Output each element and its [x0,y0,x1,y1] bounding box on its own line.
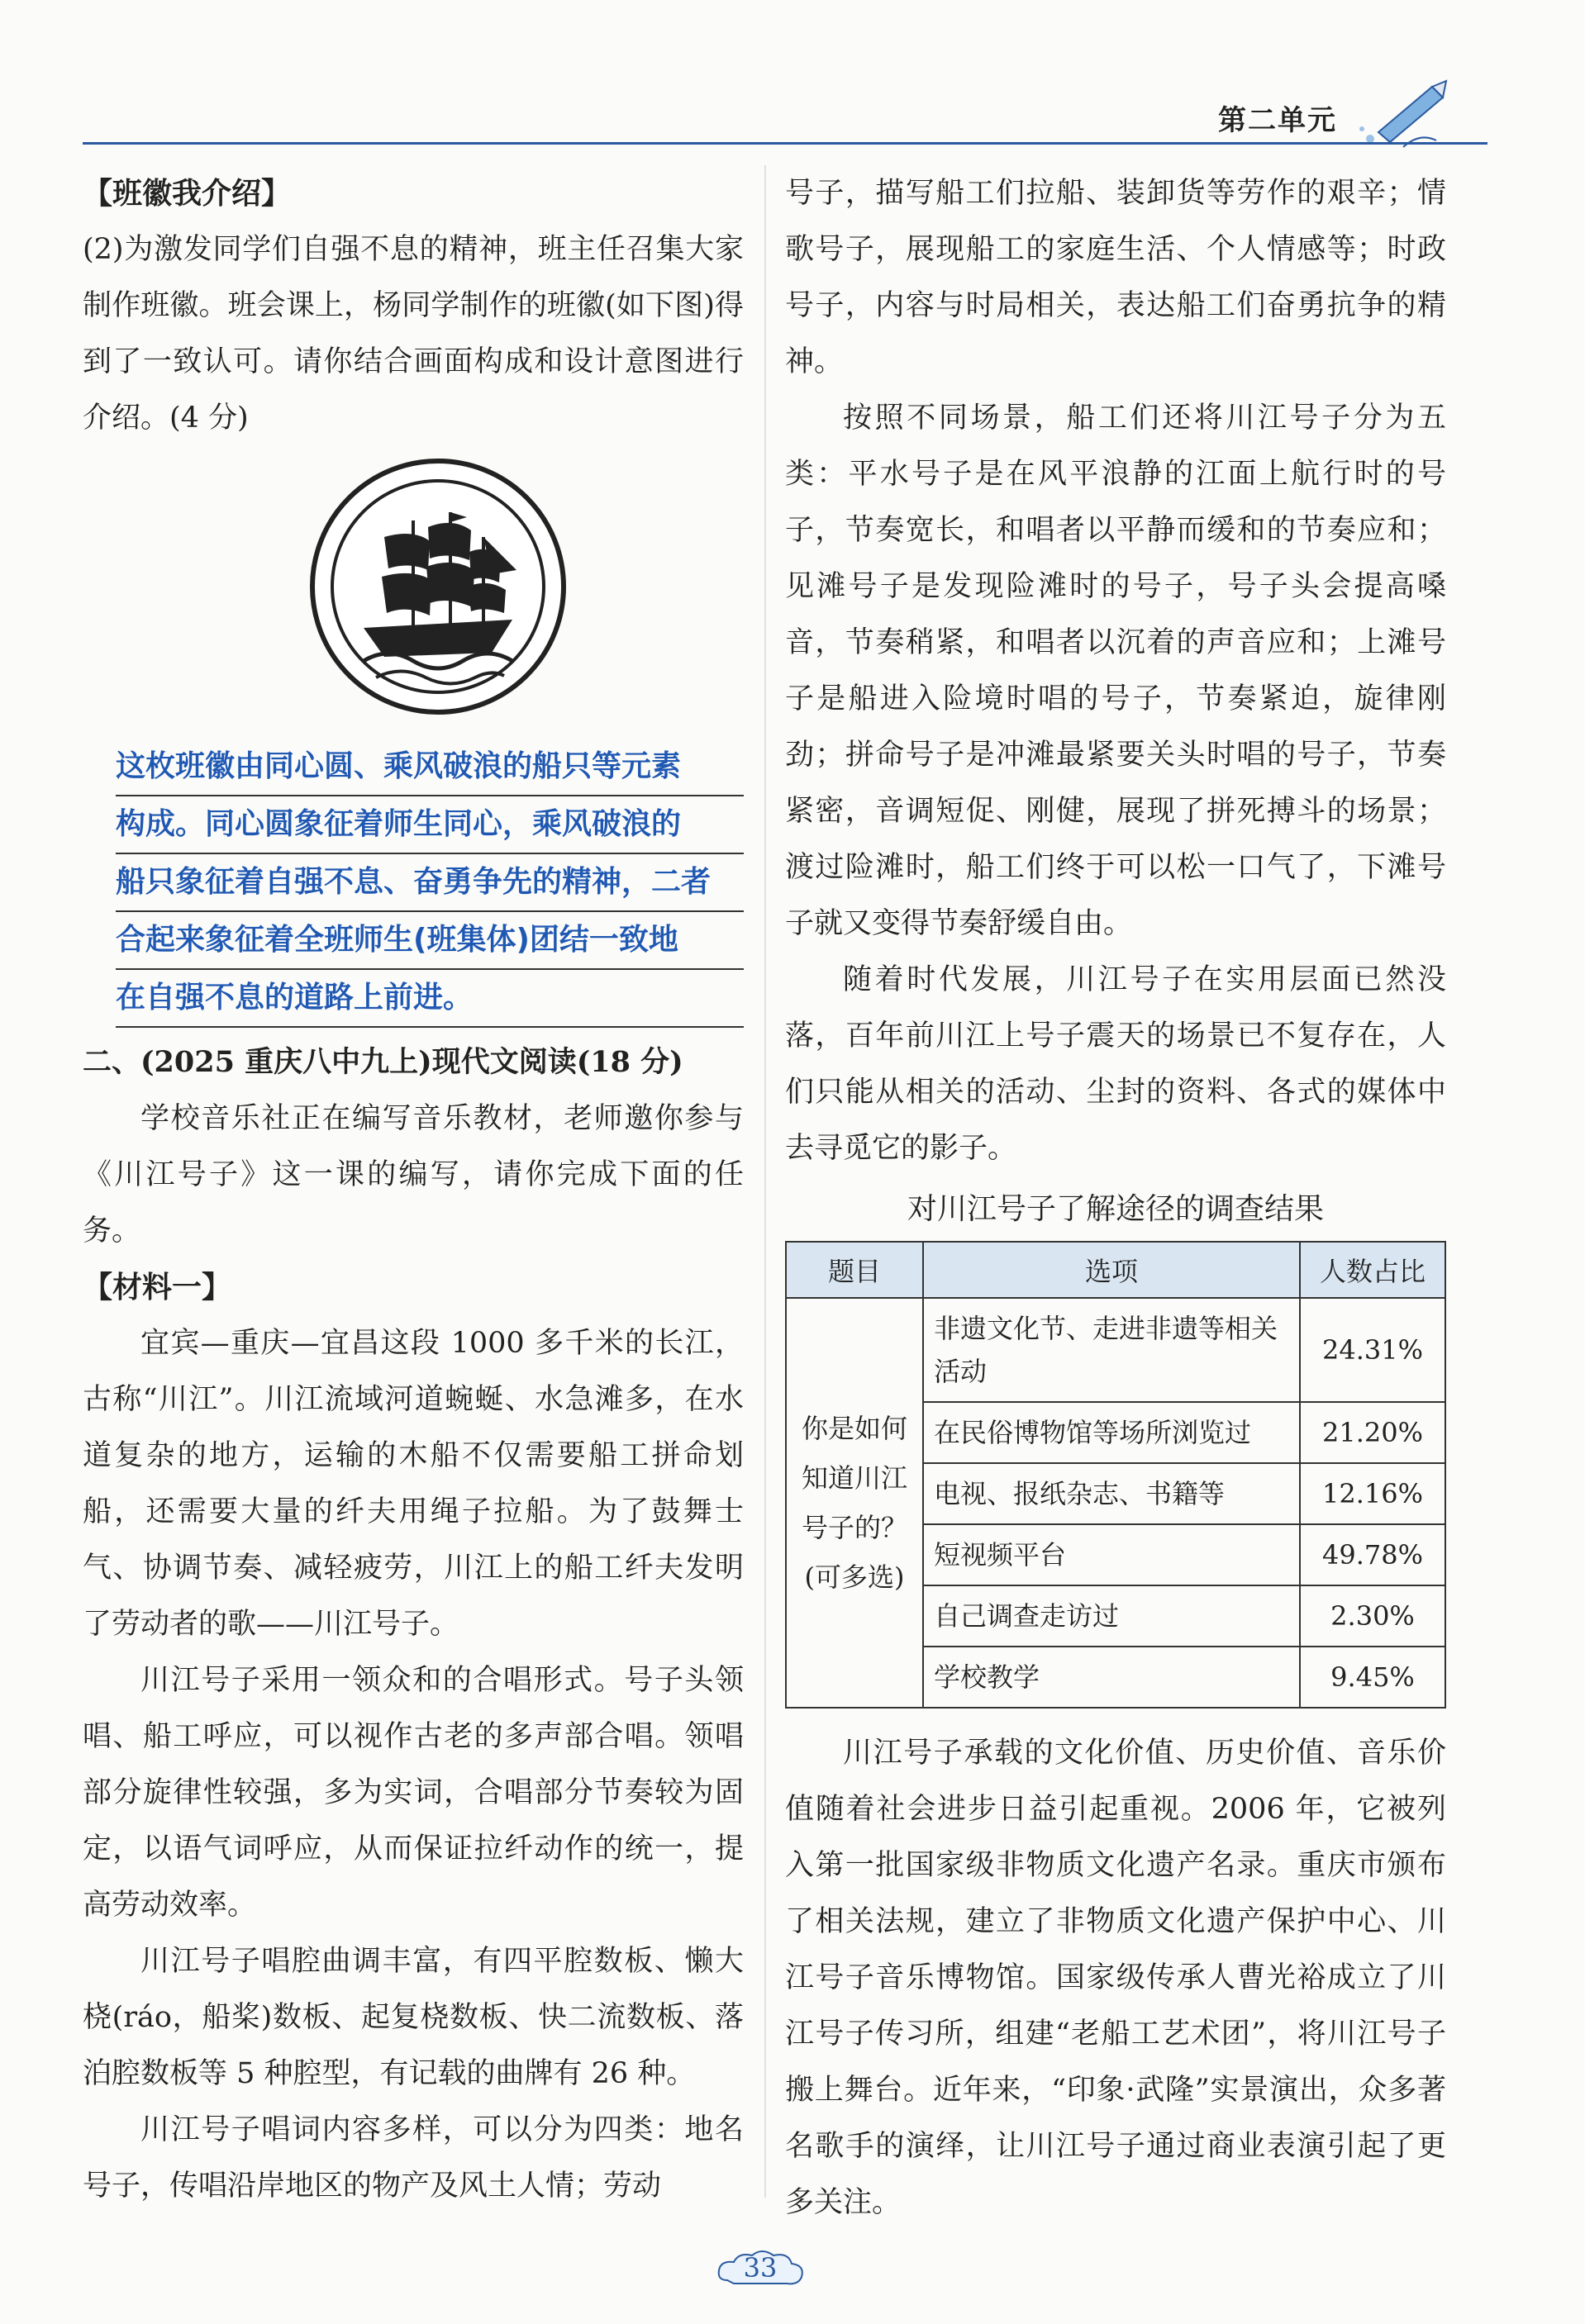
survey-question: 你是如何知道川江号子的？(可多选) [786,1298,923,1708]
survey-percent: 12.16% [1300,1463,1445,1524]
table-header: 题目 [786,1242,923,1298]
table-header: 人数占比 [1300,1242,1445,1298]
answer-line: 船只象征着自强不息、奋勇争先的精神，二者 [116,854,744,912]
emblem-section-tag: 【班徽我介绍】 [83,176,292,211]
material-paragraph: 川江号子唱词内容多样，可以分为四类：地名号子，传唱沿岸地区的物产及风土人情；劳动 [83,2113,744,2203]
answer-block [116,739,744,1028]
material-tag: 【材料一】 [83,1270,232,1305]
right-column [785,165,1446,2231]
header-rule [83,142,1487,145]
table-header: 选项 [923,1242,1300,1298]
survey-percent: 24.31% [1300,1298,1445,1402]
material-paragraph: 随着时代发展，川江号子在实用层面已然没落，百年前川江上号子震天的场景已不复存在，人们只能从相关的活动、尘封的资料、各式的媒体中去寻觅它的影子。 [785,963,1446,1165]
unit-label: 第二单元 [1218,104,1337,137]
survey-option: 电视、报纸杂志、书籍等 [923,1463,1300,1524]
table-row [786,1298,1445,1402]
class-emblem-ship-icon [306,454,570,719]
left-column [83,165,744,2214]
table-title: 对川江号子了解途径的调查结果 [907,1192,1324,1226]
column-divider [764,165,766,2198]
material-paragraph: 按照不同场景，船工们还将川江号子分为五类：平水号子是在风平浪静的江面上航行时的号子，节奏宽长，和唱者以平静而缓和的节奏应和；见滩号子是发现险滩时的号子，号子头会提高嗓音，节奏稍紧，和唱者以沉着的声音应和；上滩号子是船进入险境时唱的号子，节奏紧迫，旋律刚劲；拼命号子是冲滩最紧要关头时唱的号子，节奏紧密，音调短促、刚健，展现了拼死搏斗的场景；渡过险滩时，船工们终于可以松一口气了，下滩号子就又变得节奏舒缓自由。 [785,402,1446,940]
section2-title: 二、(2025 重庆八中九上)现代文阅读(18 分) [83,1045,683,1079]
page-number: 33 [743,2252,778,2284]
page-number-badge [711,2246,810,2295]
survey-option: 在民俗博物馆等场所浏览过 [923,1402,1300,1463]
section2-intro: 学校音乐社正在编写音乐教材，老师邀你参与《川江号子》这一课的编写，请你完成下面的任务。 [83,1102,744,1248]
survey-option: 自己调查走访过 [923,1585,1300,1647]
material-paragraph: 宜宾—重庆—宜昌这段 1000 多千米的长江，古称“川江”。川江流域河道蜿蜒、水急滩多，在水道复杂的地方，运输的木船不仅需要船工拼命划船，还需要大量的纤夫用绳子拉船。为了鼓舞士气、协调节奏、减轻疲劳，川江上的船工纤夫发明了劳动者的歌——川江号子。 [83,1327,744,1641]
survey-option: 短视频平台 [923,1524,1300,1585]
emblem-question: (2)为激发同学们自强不息的精神，班主任召集大家制作班徽。班会课上，杨同学制作的班徽(如下图)得到了一致认可。请你结合画面构成和设计意图进行介绍。(4 分) [83,233,744,435]
survey-table [785,1241,1446,1709]
answer-line: 构成。同心圆象征着师生同心，乘风破浪的 [116,796,744,854]
material-paragraph: 号子，描写船工们拉船、装卸货等劳作的艰辛；情歌号子，展现船工的家庭生活、个人情感等；时政号子，内容与时局相关，表达船工们奋勇抗争的精神。 [785,177,1446,378]
material-paragraph: 川江号子采用一领众和的合唱形式。号子头领唱、船工呼应，可以视作古老的多声部合唱。领唱部分旋律性较强，多为实词，合唱部分节奏较为固定，以语气词呼应，从而保证拉纤动作的统一，提高劳动效率。 [83,1664,744,1922]
survey-percent: 49.78% [1300,1524,1445,1585]
survey-percent: 9.45% [1300,1647,1445,1708]
survey-percent: 21.20% [1300,1402,1445,1463]
material-paragraph: 川江号子唱腔曲调丰富，有四平腔数板、懒大桡(ráo，船桨)数板、起复桡数板、快二流数板、落泊腔数板等 5 种腔型，有记载的曲牌有 26 种。 [83,1945,744,2090]
answer-line: 在自强不息的道路上前进。 [116,970,744,1028]
answer-line: 这枚班徽由同心圆、乘风破浪的船只等元素 [116,739,744,796]
survey-option: 学校教学 [923,1647,1300,1708]
table-header-row [786,1242,1445,1298]
material-paragraph: 川江号子承载的文化价值、历史价值、音乐价值随着社会进步日益引起重视。2006 年，它被列入第一批国家级非物质文化遗产名录。重庆市颁布了相关法规，建立了非物质文化遗产保护中心、川江号子音乐博物馆。国家级传承人曹光裕成立了川江号子传习所，组建“老船工艺术团”，将川江号子搬上舞台。近年来，“印象·武隆”实景演出，众多著名歌手的演绎，让川江号子通过商业表演引起了更多关注。 [785,1737,1446,2219]
pen-illustration-icon [1354,74,1453,149]
survey-percent: 2.30% [1300,1585,1445,1647]
emblem-figure [83,454,744,727]
survey-option: 非遗文化节、走进非遗等相关活动 [923,1298,1300,1402]
answer-line: 合起来象征着全班师生(班集体)团结一致地 [116,912,744,970]
